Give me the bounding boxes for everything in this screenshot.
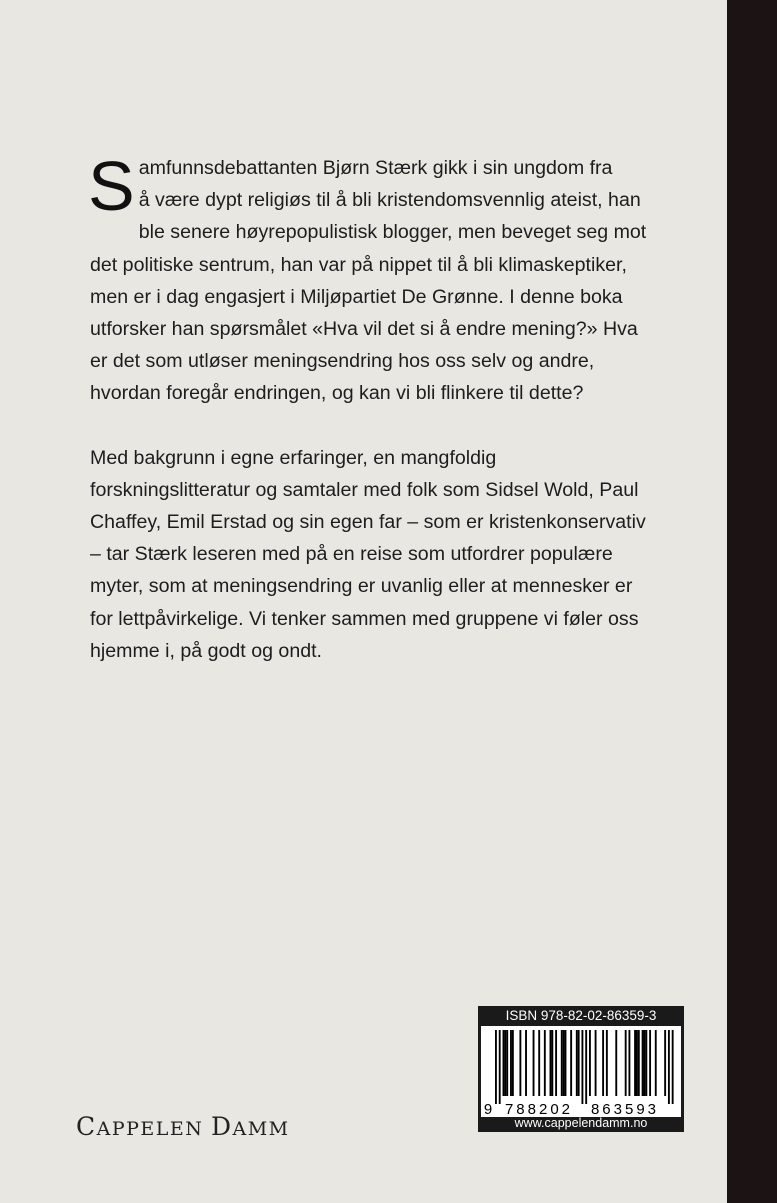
- barcode-bar: [638, 1030, 640, 1096]
- barcode-bar: [550, 1030, 552, 1096]
- barcode-bar: [645, 1030, 647, 1096]
- barcode-bar: [589, 1030, 591, 1096]
- publisher-logo-word-2: AMM: [232, 1118, 290, 1140]
- barcode-bar: [555, 1030, 557, 1096]
- barcode-bar: [615, 1030, 617, 1096]
- barcode-bar: [655, 1030, 657, 1096]
- barcode-bar: [538, 1030, 540, 1096]
- barcode-bar: [512, 1030, 514, 1096]
- barcode-bar: [644, 1030, 646, 1096]
- barcode-bar: [578, 1030, 580, 1096]
- barcode-guard-bar: [495, 1030, 497, 1104]
- barcode-bar: [602, 1030, 604, 1096]
- blurb-paragraph-2: Med bakgrunn i egne erfaringer, en mangfoldig forskningslitteratur og samtaler med folk som Sidsel Wold, Paul Chaffey, Emil Erstad og sin egen far – som er kristenkonservativ – tar Stærk leseren med på en reise som utfordrer populære myter, som at meningsendring er uvanlig eller at mennesker er for lettpåvirkelige. Vi tenker sammen med gruppene vi føler oss hjemme i, på godt og ondt.: [90, 446, 646, 662]
- barcode-bar: [503, 1030, 505, 1096]
- isbn-label: ISBN 978-82-02-86359-3: [505, 1008, 657, 1023]
- barcode-bar: [510, 1030, 512, 1096]
- publisher-logo-initial-2: D: [210, 1112, 233, 1141]
- barcode-bar: [576, 1030, 578, 1096]
- drop-cap: S: [88, 147, 135, 225]
- barcode-bar: [506, 1030, 508, 1096]
- barcode-bar: [606, 1030, 608, 1096]
- barcode-digit-first: 9: [483, 1101, 493, 1117]
- barcode-bar: [565, 1030, 567, 1096]
- publisher-logo: [76, 1112, 290, 1141]
- barcode-bar: [561, 1030, 563, 1096]
- barcode-guard-bar: [668, 1030, 670, 1104]
- barcode-bar: [634, 1030, 636, 1096]
- blurb-paragraph-1-text: å være dypt religiøs til å bli kristendomsvennlig ateist, han ble senere høyrepopulistisk blogger, men beveget seg mot det politiske sentrum, han var på nippet til å bli klimaskeptiker, men er i dag engasjert i Miljøpartiet De Grønne. I denne boka utforsker han spørsmålet «Hva vil det si å endre mening?» Hva er det som utløser meningsendring hos oss selv og andre, hvordan foregår endringen, og kan vi bli flinkere til dette?: [90, 189, 647, 405]
- barcode-bar: [664, 1030, 666, 1096]
- blurb-paragraph-1: [88, 147, 650, 410]
- barcode-area: [481, 1026, 681, 1117]
- barcode-bar: [625, 1030, 627, 1096]
- barcode-bar: [525, 1030, 527, 1096]
- barcode-bar: [544, 1030, 546, 1096]
- barcode-bar: [636, 1030, 638, 1096]
- isbn-barcode-box: [478, 1006, 684, 1132]
- barcode-bar: [563, 1030, 565, 1096]
- barcode-bar: [595, 1030, 597, 1096]
- barcode-bar: [628, 1030, 630, 1096]
- barcode-guard-bar: [499, 1030, 501, 1104]
- barcode-guard-bar: [672, 1030, 674, 1104]
- back-cover-blurb: [88, 147, 650, 667]
- barcode-guard-bar: [585, 1030, 587, 1104]
- blurb-first-line: amfunnsdebattanten Bjørn Stærk gikk i sin ungdom fra: [138, 157, 613, 179]
- publisher-url: www.cappelendamm.no: [514, 1116, 648, 1130]
- barcode-digits-right: 863593: [590, 1101, 660, 1117]
- barcode-bar: [570, 1030, 572, 1096]
- barcode-bar: [504, 1030, 506, 1096]
- barcode-bar: [642, 1030, 644, 1096]
- barcode-digits-left: 788202: [504, 1101, 574, 1117]
- barcode-bar: [551, 1030, 553, 1096]
- barcode-bar: [519, 1030, 521, 1096]
- barcode-bar: [649, 1030, 651, 1096]
- publisher-logo-word-1: APPELEN: [96, 1118, 211, 1140]
- barcode-bar: [533, 1030, 535, 1096]
- barcode-image: [481, 1026, 681, 1117]
- book-spine: [727, 0, 777, 1203]
- publisher-logo-initial-1: C: [76, 1112, 97, 1141]
- barcode-guard-bar: [581, 1030, 583, 1104]
